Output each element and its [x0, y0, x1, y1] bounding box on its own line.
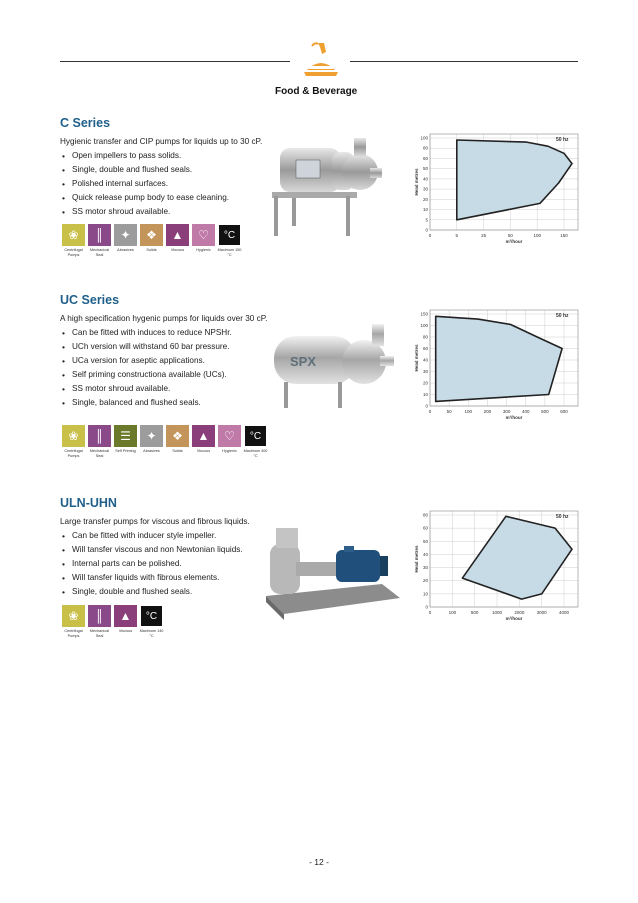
list-item: • UCa version for aseptic applications. [60, 354, 580, 368]
x-tick-label: 5 [455, 233, 459, 238]
feature-icon-label: Maximum 150 °C [217, 248, 242, 257]
feature-icon-item [244, 425, 267, 459]
viscous-drop-icon: ▲ [192, 425, 215, 447]
x-tick-label: 200 [483, 409, 492, 414]
feature-icon-item [192, 224, 215, 258]
feature-icon-label: Viscous [118, 629, 133, 633]
y-tick-label: 10 [422, 207, 428, 213]
y-tick-label: 80 [422, 512, 428, 518]
spx-logo: SPX [290, 354, 317, 369]
feature-icon-label: Viscous [196, 449, 211, 453]
y-tick-label: 60 [422, 155, 428, 161]
list-item: • Quick release pump body to ease cleaning. [60, 191, 580, 205]
frequency-label: 50 hz [556, 137, 569, 143]
feature-icon-label: Maximum 400 °C [243, 449, 268, 458]
header-rule-right [350, 61, 578, 62]
feature-icon-label: Mechanical Seal [89, 449, 110, 458]
performance-chart-c-series [412, 126, 584, 244]
y-tick-label: 0 [425, 227, 428, 233]
hygienic-icon: ♡ [192, 224, 215, 246]
x-tick-label: 50 [507, 233, 513, 238]
performance-chart-uln-uhn [412, 503, 584, 621]
y-tick-label: 40 [422, 176, 428, 182]
x-tick-label: 25 [481, 233, 487, 238]
feature-icon-item [88, 425, 111, 459]
temperature-icon: °C [244, 425, 267, 447]
x-axis-label: m³/hour [505, 415, 523, 420]
y-tick-label: 30 [422, 369, 428, 374]
hygienic-icon: ♡ [218, 425, 241, 447]
y-tick-label: 20 [422, 196, 428, 202]
x-tick-label: 1000 [491, 610, 503, 615]
y-axis-label: Head metres [414, 545, 419, 573]
feature-icon-item [140, 605, 163, 639]
x-axis-label: m³/hour [505, 239, 523, 244]
x-tick-label: 3000 [536, 610, 547, 615]
x-tick-label: 500 [470, 610, 479, 615]
c-series-pump-photo [262, 130, 382, 240]
viscous-drop-icon: ▲ [166, 224, 189, 246]
feature-icon-label: Viscous [170, 248, 185, 252]
centrifugal-pump-icon: ❀ [62, 425, 85, 447]
performance-chart-uc-series [412, 302, 584, 420]
section-description: Large transfer pumps for viscous and fibrous liquids. [60, 517, 250, 526]
solids-icon: ❖ [140, 224, 163, 246]
performance-envelope [462, 516, 572, 599]
feature-icon-label: Mechanical Seal [89, 629, 110, 638]
y-tick-label: 5 [425, 217, 428, 223]
feature-icon-label: Solids [146, 248, 157, 252]
y-tick-label: 20 [422, 380, 428, 386]
x-tick-label: 500 [541, 409, 549, 414]
y-axis-label: Head metres [414, 168, 419, 196]
mechanical-seal-icon: ║ [88, 605, 111, 627]
y-tick-label: 60 [422, 346, 428, 351]
abrasives-icon: ✦ [114, 224, 137, 246]
feature-icon-item [88, 605, 111, 639]
x-tick-label: 2000 [514, 610, 525, 615]
feature-icon-row [62, 425, 267, 459]
feature-icon-item [192, 425, 215, 459]
y-tick-label: 60 [422, 525, 428, 531]
self-priming-icon: ☰ [114, 425, 137, 447]
x-tick-label: 100 [448, 610, 457, 615]
feature-icon-item [218, 425, 241, 459]
y-tick-label: 80 [422, 334, 428, 340]
y-tick-label: 10 [422, 392, 428, 397]
section-title: C Series [60, 116, 111, 130]
header-rule-left [60, 61, 290, 62]
feature-icon-item [166, 224, 189, 258]
feature-icon-label: Centrifugal Pumps [64, 629, 83, 638]
feature-icon-item [166, 425, 189, 459]
y-tick-label: 30 [422, 186, 428, 192]
y-tick-label: 20 [422, 578, 428, 584]
x-tick-label: 400 [521, 409, 530, 414]
y-tick-label: 40 [422, 357, 428, 363]
feature-icon-item [140, 224, 163, 258]
frequency-label: 50 hz [556, 313, 569, 319]
list-item: • Open impellers to pass solids. [60, 149, 580, 163]
section-title: ULN-UHN [60, 496, 117, 510]
feature-icon-item [140, 425, 163, 459]
page-title: Food & Beverage [275, 86, 358, 97]
feature-icon-item [62, 425, 85, 459]
centrifugal-pump-icon: ❀ [62, 605, 85, 627]
x-tick-label: 0 [428, 409, 432, 414]
feature-icon-item [62, 224, 85, 258]
list-item: • Can be fitted with inducer style impeller. [60, 529, 580, 543]
x-tick-label: 600 [560, 409, 568, 414]
list-item: • Self priming constructiona available (UCs). [60, 368, 580, 382]
y-tick-label: 30 [422, 565, 428, 571]
list-item: • SS motor shroud available. [60, 205, 580, 219]
list-item: • Can be fitted with induces to reduce NPSHr. [60, 326, 580, 340]
x-tick-label: 0 [428, 610, 432, 615]
feature-icon-label: Solids [172, 449, 183, 453]
feature-icon-item [62, 605, 85, 639]
x-tick-label: 300 [502, 409, 511, 414]
x-tick-label: 100 [464, 409, 473, 414]
feature-icon-label: Maximum 140 °C [139, 629, 164, 638]
x-tick-label: 150 [560, 233, 568, 238]
performance-envelope [436, 316, 562, 401]
x-tick-label: 50 [446, 409, 452, 414]
food-tray-icon [300, 38, 342, 78]
feature-icon-label: Hygienic [196, 248, 211, 252]
feature-icon-label: Abrasives [117, 248, 134, 252]
x-tick-label: 100 [533, 233, 541, 238]
y-tick-label: 100 [420, 323, 428, 328]
section-description: Hygienic transfer and CIP pumps for liquids up to 30 cP. [60, 137, 263, 146]
centrifugal-pump-icon: ❀ [62, 224, 85, 246]
viscous-drop-icon: ▲ [114, 605, 137, 627]
y-tick-label: 50 [422, 538, 428, 544]
y-tick-label: 0 [425, 403, 428, 409]
list-item: • Single, balanced and flushed seals. [60, 396, 580, 410]
feature-icon-item [218, 224, 241, 258]
x-tick-label: 0 [428, 233, 432, 238]
feature-icon-item [114, 224, 137, 258]
list-item: • UCh version will withstand 60 bar pressure. [60, 340, 580, 354]
section-title: UC Series [60, 293, 120, 307]
performance-envelope [457, 140, 572, 220]
list-item: • Polished internal surfaces. [60, 177, 580, 191]
y-tick-label: 50 [422, 166, 428, 172]
y-tick-label: 80 [422, 145, 428, 151]
list-item: • Single, double and flushed seals. [60, 585, 580, 599]
y-tick-label: 0 [425, 604, 428, 610]
feature-icon-row [62, 605, 163, 639]
mechanical-seal-icon: ║ [88, 224, 111, 246]
mechanical-seal-icon: ║ [88, 425, 111, 447]
y-tick-label: 10 [422, 591, 428, 597]
section-description: A high specification hygenic pumps for liquids over 30 cP. [60, 314, 268, 323]
list-item: • Internal parts can be polished. [60, 557, 580, 571]
feature-icon-label: Centrifugal Pumps [64, 449, 83, 458]
temperature-icon: °C [218, 224, 241, 246]
x-tick-label: 4000 [558, 610, 570, 615]
feature-icon-label: Mechanical Seal [89, 248, 110, 257]
feature-icon-label: Centrifugal Pumps [64, 248, 83, 257]
page-number: - 12 - [309, 857, 329, 867]
y-tick-label: 40 [422, 551, 428, 557]
temperature-icon: °C [140, 605, 163, 627]
y-tick-label: 100 [420, 135, 428, 141]
frequency-label: 50 hz [556, 514, 569, 520]
list-item: • Will tansfer viscous and non Newtonian liquids. [60, 543, 580, 557]
feature-icon-item [88, 224, 111, 258]
x-axis-label: m³/hour [505, 616, 523, 621]
feature-icon-item [114, 605, 137, 639]
feature-icon-label: Self Priming [115, 449, 136, 453]
feature-icon-label: Hygienic [222, 449, 237, 453]
list-item: • Single, double and flushed seals. [60, 163, 580, 177]
feature-icon-label: Abrasives [143, 449, 160, 453]
feature-icon-row [62, 224, 241, 258]
list-item: • Will tansfer liquids with fibrous elements. [60, 571, 580, 585]
list-item: • SS motor shroud available. [60, 382, 580, 396]
feature-icon-item [114, 425, 137, 459]
y-tick-label: 150 [420, 311, 428, 317]
solids-icon: ❖ [166, 425, 189, 447]
uc-series-pump-photo [268, 322, 396, 412]
y-axis-label: Head metres [414, 344, 419, 372]
abrasives-icon: ✦ [140, 425, 163, 447]
uln-uhn-pump-photo [262, 522, 404, 622]
